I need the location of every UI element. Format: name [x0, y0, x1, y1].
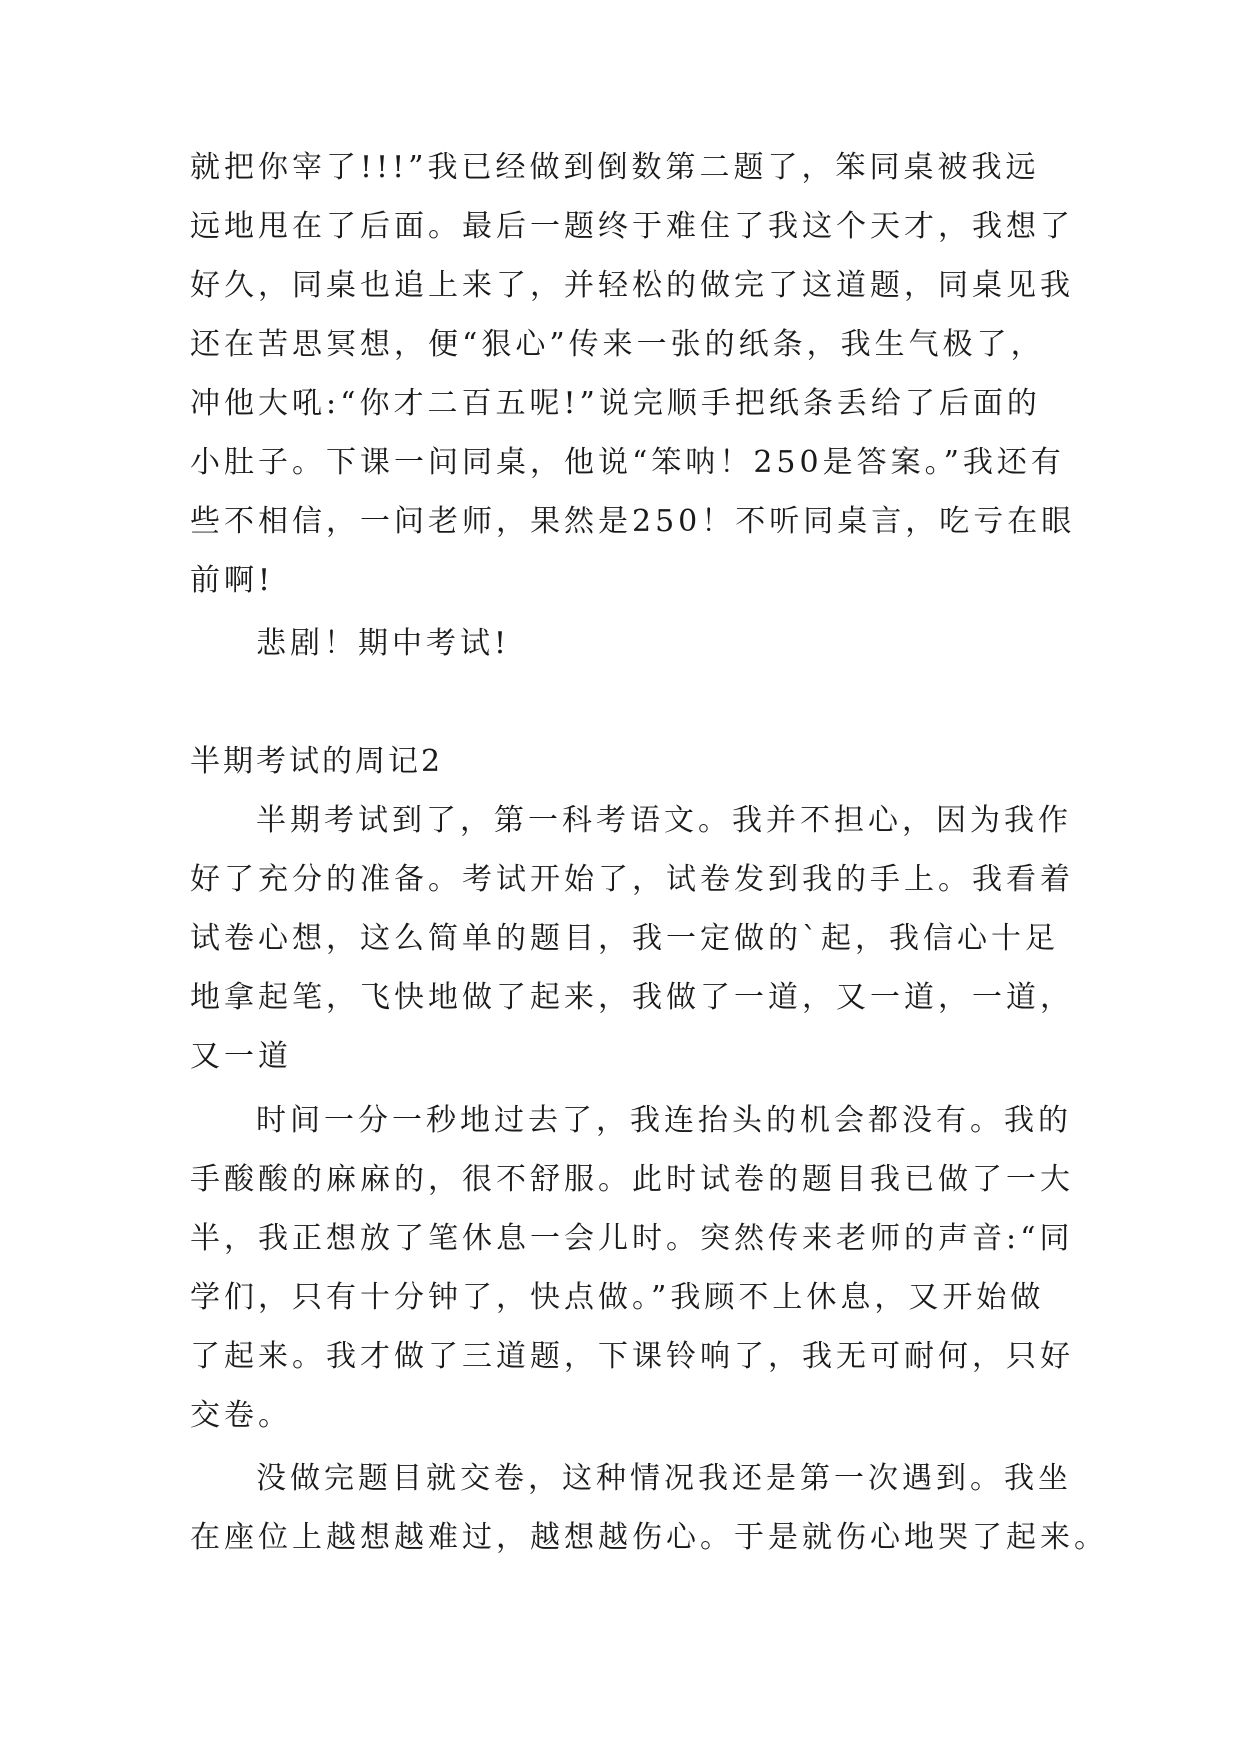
text-line: 没做完题目就交卷，这种情况我还是第一次遇到。我坐 [256, 1461, 1072, 1496]
text-line: 手酸酸的麻麻的，很不舒服。此时试卷的题目我已做了一大 [190, 1162, 1074, 1197]
text-line: 前啊! [190, 563, 275, 598]
text-line: 学们，只有十分钟了，快点做。”我顾不上休息，又开始做 [190, 1280, 1045, 1315]
text-line: 半期考试到了，第一科考语文。我并不担心，因为我作 [256, 803, 1072, 838]
text-line: 地拿起笔，飞快地做了起来，我做了一道，又一道，一道， [190, 980, 1074, 1015]
text-line: 些不相信，一问老师，果然是250！不听同桌言，吃亏在眼 [190, 504, 1076, 539]
text-line: 了起来。我才做了三道题，下课铃响了，我无可耐何，只好 [190, 1339, 1074, 1374]
text-line: 时间一分一秒地过去了，我连抬头的机会都没有。我的 [256, 1103, 1072, 1138]
text-line: 好久，同桌也追上来了，并轻松的做完了这道题，同桌见我 [190, 268, 1074, 303]
paragraph-2 [190, 1091, 1074, 1445]
section-title: 半期考试的周记2 [190, 744, 444, 779]
text-line: 还在苦思冥想，便“狠心”传来一张的纸条，我生气极了， [190, 327, 1045, 362]
paragraph-continued [190, 138, 1076, 610]
text-line: 又一道 [190, 1039, 292, 1074]
text-line: 就把你宰了!!!”我已经做到倒数第二题了，笨同桌被我远 [190, 150, 1040, 185]
paragraph-3 [190, 1449, 1108, 1567]
text-line: 冲他大吼:“你才二百五呢!”说完顺手把纸条丢给了后面的 [190, 386, 1041, 421]
text-line: 远地甩在了后面。最后一题终于难住了我这个天才，我想了 [190, 209, 1074, 244]
text-line: 好了充分的准备。考试开始了，试卷发到我的手上。我看着 [190, 862, 1074, 897]
paragraph-1 [190, 791, 1074, 1086]
text-line: 交卷。 [190, 1398, 292, 1433]
text-line: 试卷心想，这么简单的题目，我一定做的`起，我信心十足 [190, 921, 1059, 956]
text-line: 半，我正想放了笔休息一会儿时。突然传来老师的声音:“同 [190, 1221, 1074, 1256]
short-paragraph [190, 614, 1070, 673]
section-heading [190, 732, 1070, 791]
text-line: 在座位上越想越难过，越想越伤心。于是就伤心地哭了起来。 [190, 1520, 1108, 1555]
text-line: 小肚子。下课一问同桌，他说“笨呐！250是答案。”我还有 [190, 445, 1065, 480]
text-line: 悲剧！期中考试! [256, 626, 511, 661]
